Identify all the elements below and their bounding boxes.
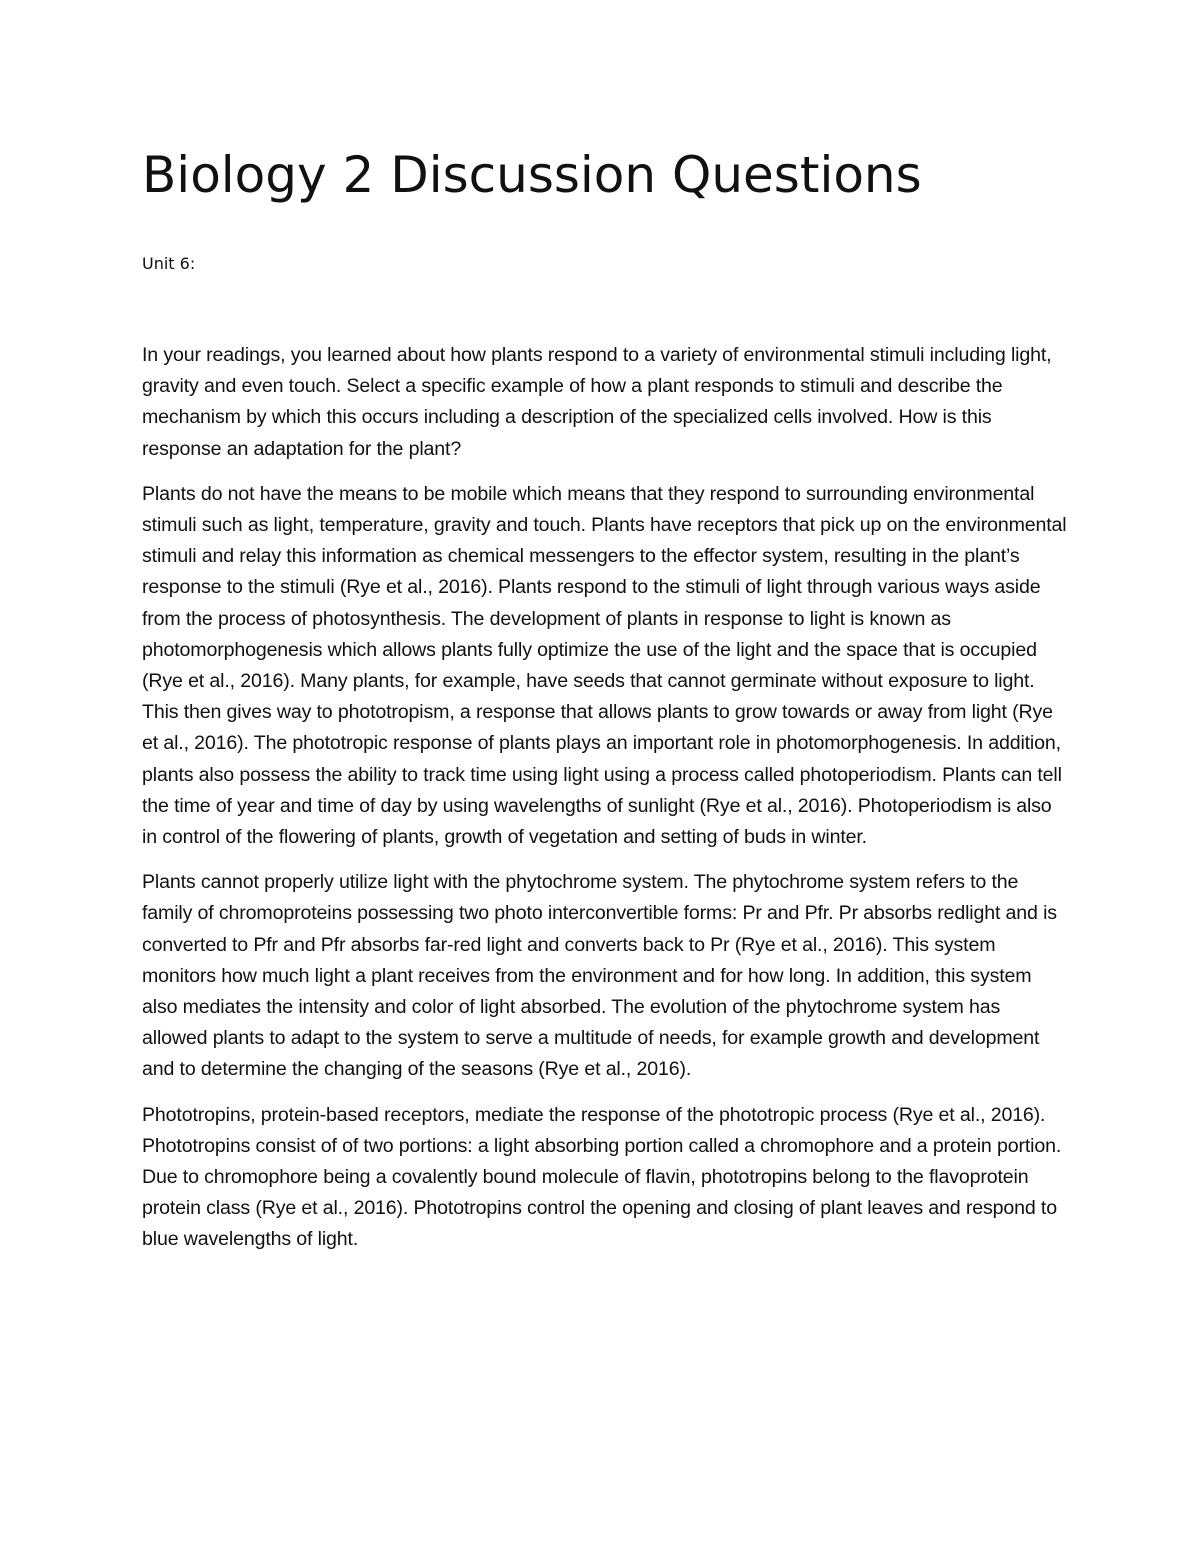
unit-label: Unit 6:: [142, 254, 196, 273]
document-title: Biology 2 Discussion Questions: [142, 146, 922, 204]
answer-paragraph-3: Phototropins, protein-based receptors, mediate the response of the phototropic process (Rye et al., 2016). Phototropins consist of of two portions: a light absorbing portion called a chromophore and a protein portion. Due to chromophore being a covalently bound molecule of flavin, phototropins belong to the flavoprotein protein class (Rye et al., 2016). Phototropins control the opening and closing of plant leaves and respond to blue wavelengths of light.: [142, 1103, 1062, 1251]
document-content: [142, 140, 1067, 1256]
answer-paragraph-1: Plants do not have the means to be mobile which means that they respond to surrounding environmental stimuli such as light, temperature, gravity and touch. Plants have receptors that pick up on the environmental stimuli and relay this information as chemical messengers to the effector system, resulting in the plant’s response to the stimuli (Rye et al., 2016). Plants respond to the stimuli of light through various ways aside from the process of photosynthesis. The development of plants in response to light is known as photomorphogenesis which allows plants fully optimize the use of the light and the space that is occupied (Rye et al., 2016). Many plants, for example, have seeds that cannot germinate without exposure to light. This then gives way to phototropism, a response that allows plants to grow towards or away from light (Rye et al., 2016). The phototropic response of plants plays an important role in photomorphogenesis. In addition, plants also possess the ability to track time using light using a process called photoperiodism. Plants can tell the time of year and time of day by using wavelengths of sunlight (Rye et al., 2016). Photoperiodism is also in control of the flowering of plants, growth of vegetation and setting of buds in winter.: [142, 482, 1067, 849]
discussion-question: In your readings, you learned about how plants respond to a variety of environmental stimuli including light, gravity and even touch. Select a specific example of how a plant responds to stimuli and describe the mechanism by which this occurs including a description of the specialized cells involved. How is this response an adaptation for the plant?: [142, 344, 1052, 460]
answer-paragraph-2: Plants cannot properly utilize light with the phytochrome system. The phytochrome system refers to the family of chromoproteins possessing two photo interconvertible forms: Pr and Pfr. Pr absorbs redlight and is converted to Pfr and Pfr absorbs far-red light and converts back to Pr (Rye et al., 2016). This system monitors how much light a plant receives from the environment and for how long. In addition, this system also mediates the intensity and color of light absorbed. The evolution of the phytochrome system has allowed plants to adapt to the system to serve a multitude of needs, for example growth and development and to determine the changing of the seasons (Rye et al., 2016).: [142, 871, 1057, 1081]
